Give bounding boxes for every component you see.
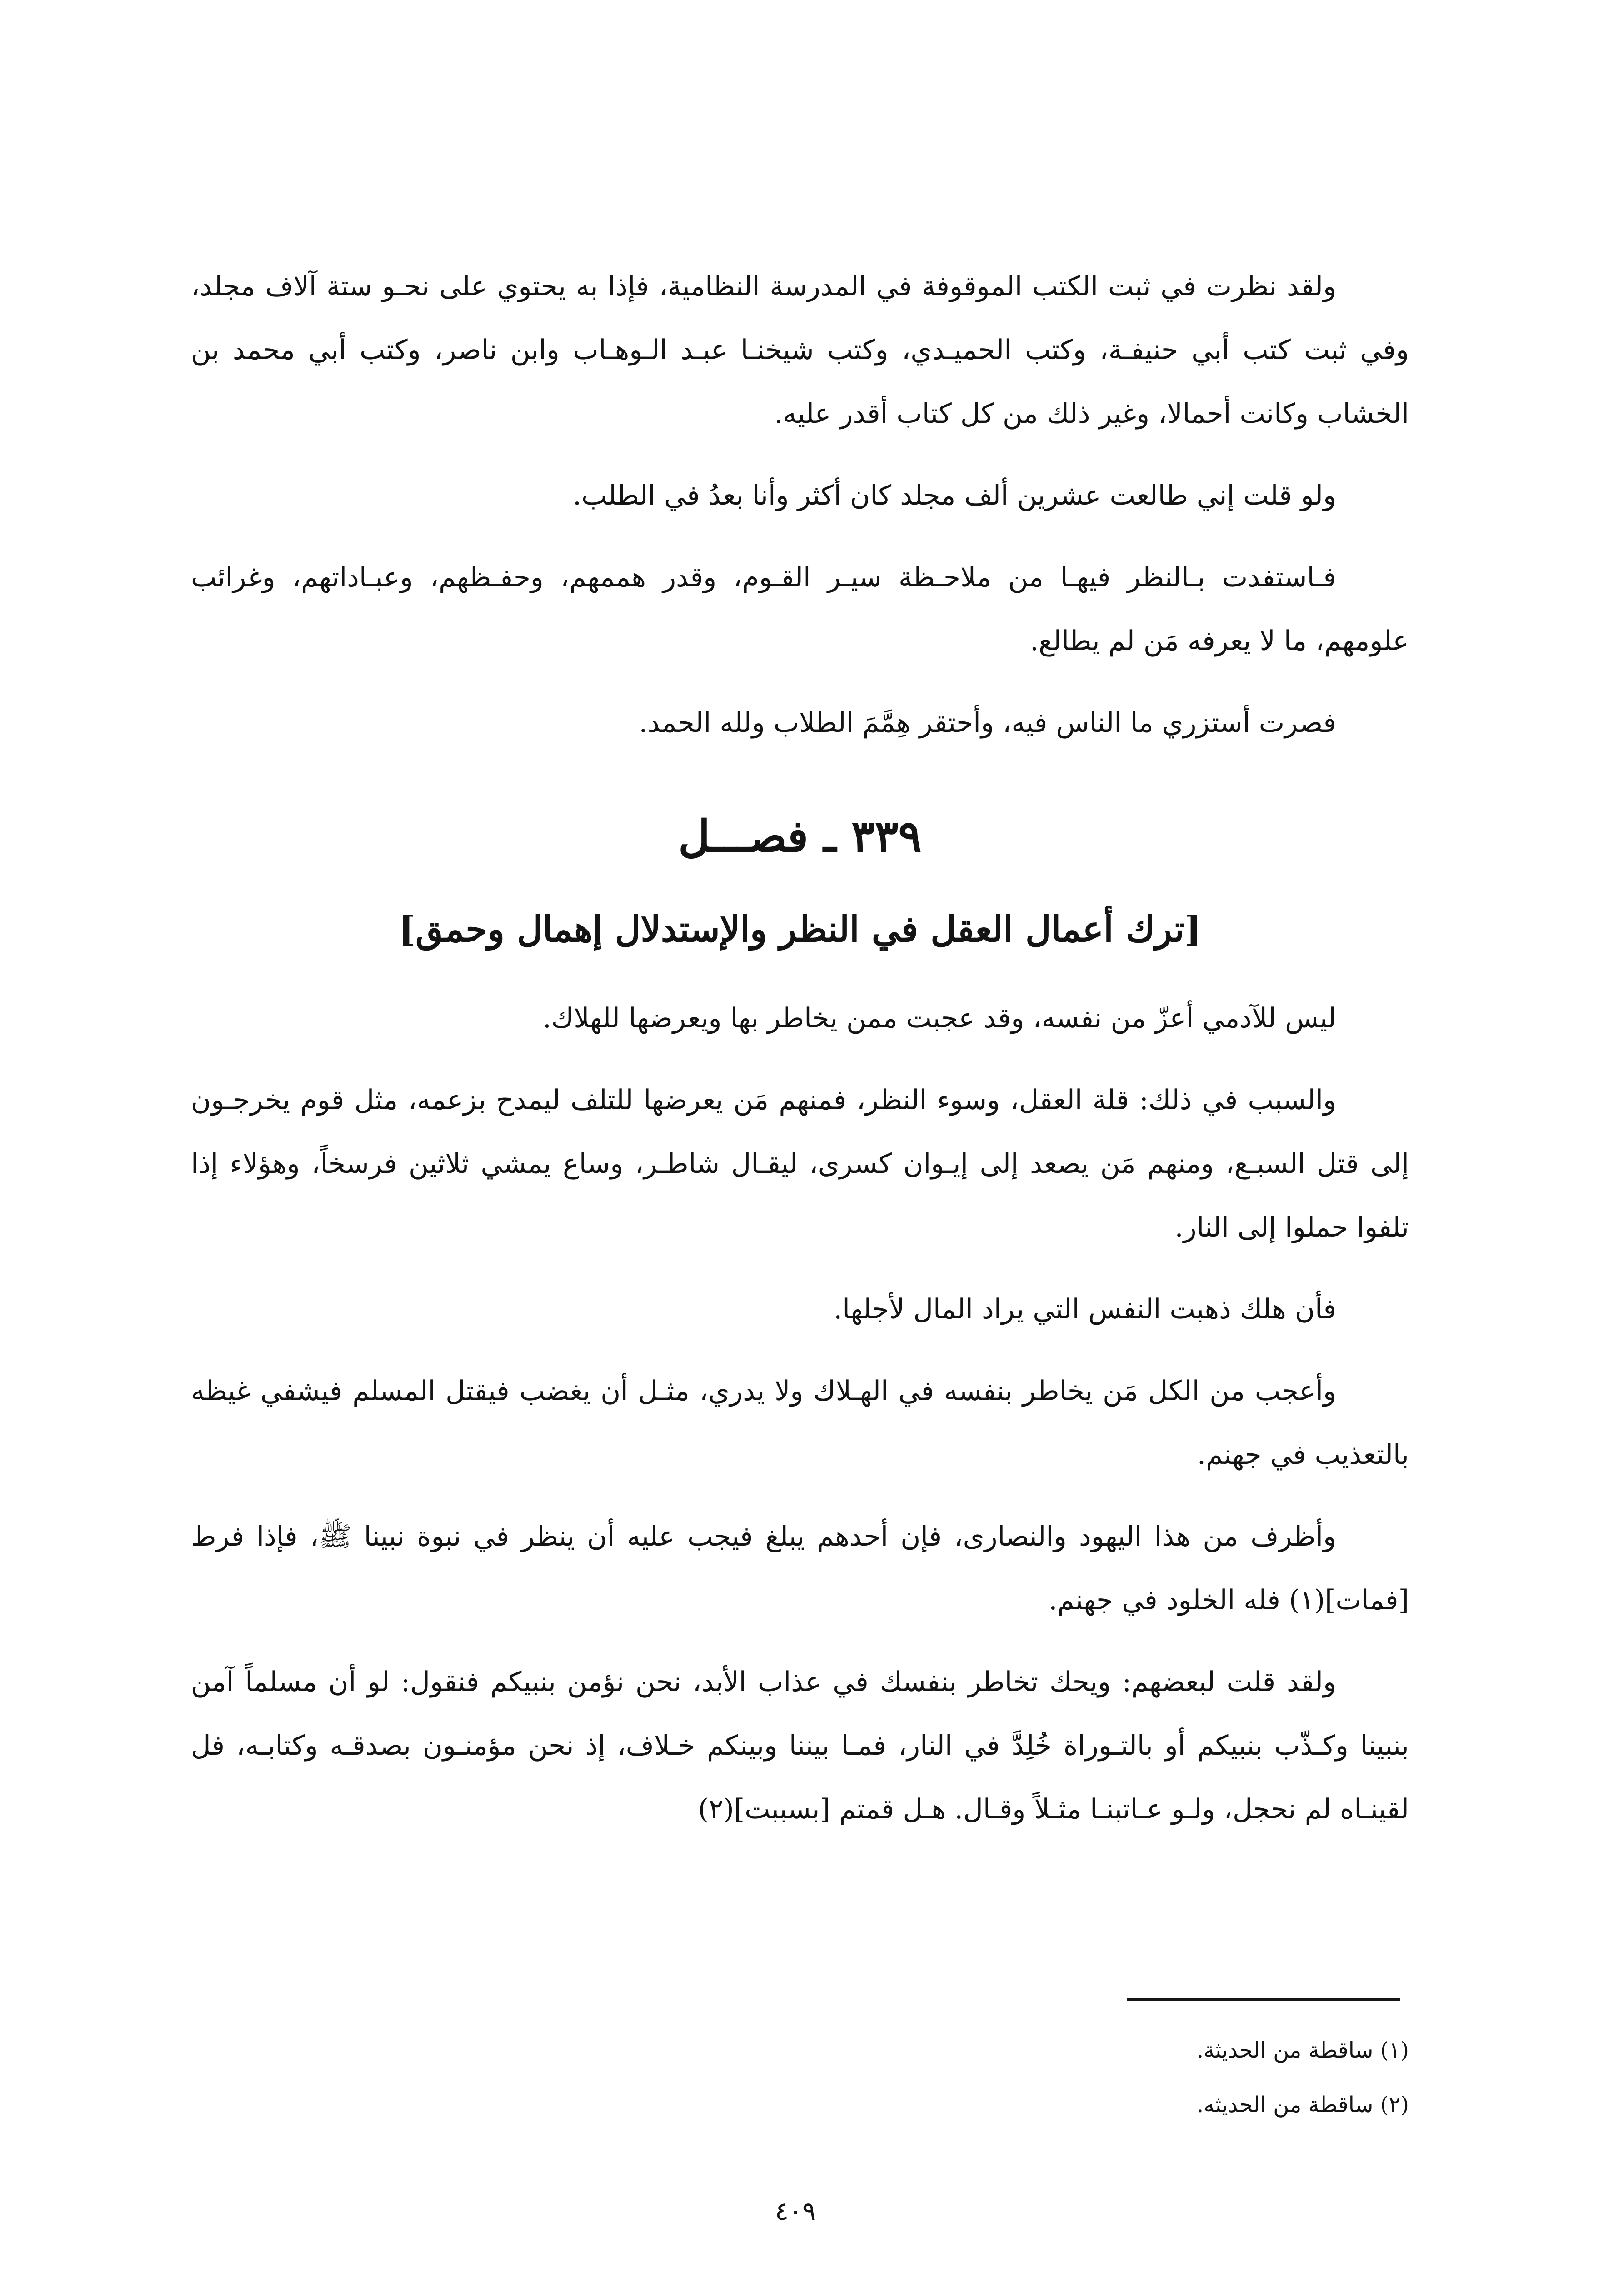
section-title: [ترك أعمال العقل في النظر والإستدلال إهمال وحمق] [399,909,1201,950]
paragraph: ولقد قلت لبعضهم: ويحك تخاطر بنفسك في عذاب الأبد، نحن نؤمن بنبيكم فنقول: لو أن مسلماً آمن بنبينا وكـذّب بنبيكم أو بالتـوراة خُلِدَّ في النار، فمـا بيننا وبينكم خـلاف، إذ نحن مؤمنـون بصدقـه وكتابـه، فل لقينـاه لم نحجل، ولـو عـاتبنـا مثـلاً وقـال. هـل قمتم [بسببت](٢) [191,1666,1409,1825]
section-number: ٣٣٩ ـ فصـــل [678,811,922,862]
paragraph: ولو قلت إني طالعت عشرين ألف مجلد كان أكثر وأنا بعدُ في الطلب. [572,480,1336,511]
paragraph: والسبب في ذلك: قلة العقل، وسوء النظر، فمنهم مَن يعرضها للتلف ليمدح بزعمه، مثل قوم يخرجـون إلى قتل السبـع، ومنهم مَن يصعد إلى إيـوان كسرى، ليقـال شاطـر، وساع يمشي ثلاثين فرسخاً، وهؤلاء إذا تلفوا حملوا إلى النار. [191,1084,1409,1243]
paragraph: فـاستفدت بـالنظر فيهـا من ملاحـظة سيـر القـوم، وقدر هممهم، وحفـظهم، وعبـاداتهم، وغرائب علومهم، ما لا يعرفه مَن لم يطالع. [191,561,1409,657]
paragraph: فصرت أستزري ما الناس فيه، وأحتقر هِمَّمَ الطلاب ولله الحمد. [639,707,1336,739]
footnote-divider [1127,1998,1400,2001]
footnotes [682,2023,1409,2132]
page-number: ٤٠٩ [775,2197,816,2226]
paragraph: ولقد نظرت في ثبت الكتب الموقوفة في المدرسة النظامية، فإذا به يحتوي على نحـو ستة آلاف مجلد، وفي ثبت كتب أبي حنيفـة، وكتب الحميـدي، وكتب شيخنـا عبـد الـوهـاب وابن ناصر، وكتب أبي محمد بن الخشاب وكانت أحمالا، وغير ذلك من كل كتاب أقدر عليه. [191,270,1409,430]
paragraph: فأن هلك ذهبت النفس التي يراد المال لأجلها. [834,1293,1336,1325]
paragraph: وأعجب من الكل مَن يخاطر بنفسه في الهـلاك ولا يدري، مثـل أن يغضب فيقتل المسلم فيشفي غيظه بالتعذيب في جهنم. [191,1375,1409,1471]
top-text-block [191,255,1409,755]
footnote: (١) ساقطة من الحديثة. [1196,2038,1409,2063]
body-text-block [191,986,1409,1841]
paragraph: وأظرف من هذا اليهود والنصارى، فإن أحدهم يبلغ فيجب عليه أن ينظر في نبوة نبينا ﷺ، فإذا فرط [فمات](١) فله الخلود في جهنم. [191,1521,1409,1616]
footnote: (٢) ساقطة من الحديثه. [1196,2092,1409,2118]
paragraph: ليس للآدمي أعزّ من نفسه، وقد عجبت ممن يخاطر بها ويعرضها للهلاك. [542,1002,1336,1034]
